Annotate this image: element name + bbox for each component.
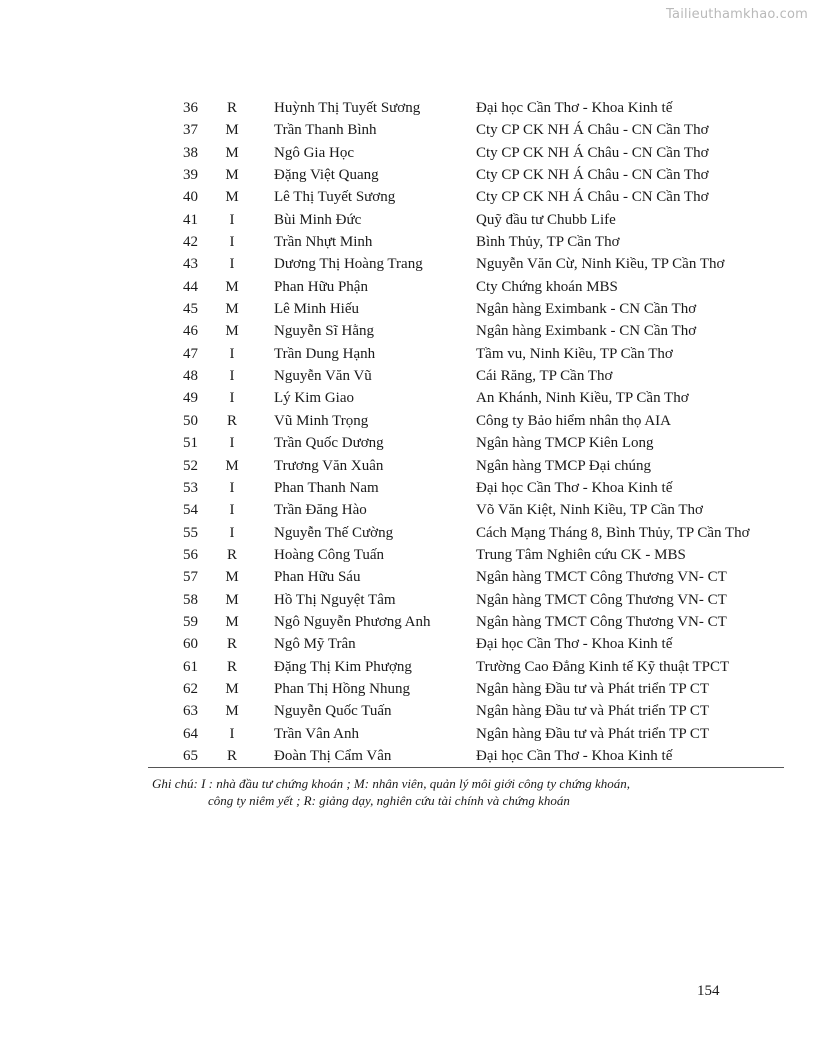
row-number: 53 bbox=[183, 479, 198, 496]
row-organization: Cty Chứng khoán MBS bbox=[476, 278, 618, 295]
table-row bbox=[150, 253, 784, 275]
row-organization: Cty CP CK NH Á Châu - CN Cần Thơ bbox=[476, 122, 709, 139]
row-number: 63 bbox=[183, 703, 198, 720]
row-number: 49 bbox=[183, 390, 198, 407]
row-organization: An Khánh, Ninh Kiều, TP Cần Thơ bbox=[476, 390, 689, 407]
row-category: I bbox=[229, 524, 235, 541]
row-category: M bbox=[225, 301, 239, 318]
row-organization: Cty CP CK NH Á Châu - CN Cần Thơ bbox=[476, 144, 709, 161]
table-row bbox=[150, 298, 784, 320]
table-row bbox=[150, 410, 784, 432]
row-name: Hoàng Công Tuấn bbox=[274, 546, 385, 563]
row-category: I bbox=[229, 502, 235, 519]
row-name: Trần Quốc Dương bbox=[274, 435, 384, 452]
row-name: Lê Minh Hiếu bbox=[274, 301, 359, 318]
row-number: 48 bbox=[183, 368, 198, 385]
row-category: M bbox=[225, 122, 239, 139]
footnote-line-2: công ty niêm yết ; R: giảng dạy, nghiên cứu tài chính và chứng khoán bbox=[208, 793, 570, 808]
row-name: Phan Thị Hồng Nhung bbox=[274, 680, 410, 697]
row-organization: Ngân hàng Đầu tư và Phát triển TP CT bbox=[476, 680, 710, 697]
row-number: 41 bbox=[183, 211, 198, 228]
row-category: I bbox=[229, 211, 235, 228]
table-row bbox=[150, 633, 784, 655]
row-category: I bbox=[229, 390, 235, 407]
row-category: M bbox=[225, 189, 239, 206]
row-category: M bbox=[225, 591, 239, 608]
table-row bbox=[150, 320, 784, 342]
row-name: Đặng Việt Quang bbox=[274, 167, 379, 184]
row-number: 45 bbox=[183, 301, 198, 318]
row-name: Đoàn Thị Cẩm Vân bbox=[274, 747, 392, 764]
row-name: Trần Dung Hạnh bbox=[274, 345, 376, 362]
row-organization: Ngân hàng TMCT Công Thương VN- CT bbox=[476, 591, 727, 608]
row-number: 44 bbox=[183, 278, 198, 295]
row-organization: Công ty Bảo hiểm nhân thọ AIA bbox=[476, 412, 671, 429]
row-category: R bbox=[226, 546, 237, 563]
row-number: 37 bbox=[183, 122, 198, 139]
row-category: I bbox=[229, 368, 235, 385]
row-category: R bbox=[226, 412, 237, 429]
row-name: Ngô Mỹ Trân bbox=[274, 636, 356, 653]
row-organization: Cty CP CK NH Á Châu - CN Cần Thơ bbox=[476, 167, 709, 184]
table-row bbox=[150, 499, 784, 521]
row-category: M bbox=[225, 167, 239, 184]
row-name: Lý Kim Giao bbox=[274, 390, 354, 407]
row-number: 57 bbox=[183, 569, 198, 586]
row-name: Phan Hữu Sáu bbox=[274, 569, 361, 586]
row-number: 43 bbox=[183, 256, 198, 273]
table-row bbox=[150, 164, 784, 186]
table-row bbox=[150, 477, 784, 499]
row-number: 61 bbox=[183, 658, 198, 675]
row-organization: Ngân hàng Eximbank - CN Cần Thơ bbox=[476, 323, 697, 340]
row-name: Ngô Gia Học bbox=[274, 144, 354, 161]
row-number: 62 bbox=[183, 680, 198, 697]
row-number: 64 bbox=[183, 725, 198, 742]
row-category: I bbox=[229, 435, 235, 452]
row-name: Bùi Minh Đức bbox=[274, 211, 362, 228]
row-number: 65 bbox=[183, 747, 198, 764]
row-name: Trần Vân Anh bbox=[274, 725, 360, 742]
row-number: 58 bbox=[183, 591, 198, 608]
row-category: R bbox=[226, 747, 237, 764]
table-row bbox=[150, 343, 784, 365]
table-row bbox=[150, 387, 784, 409]
row-organization: Đại học Cần Thơ - Khoa Kinh tế bbox=[476, 479, 673, 496]
row-organization: Cái Răng, TP Cần Thơ bbox=[476, 368, 613, 385]
table-row bbox=[150, 522, 784, 544]
table-row bbox=[150, 119, 784, 141]
row-number: 60 bbox=[183, 636, 198, 653]
row-organization: Đại học Cần Thơ - Khoa Kinh tế bbox=[476, 747, 673, 764]
row-name: Nguyễn Văn Vũ bbox=[274, 368, 372, 385]
table-row bbox=[150, 276, 784, 298]
row-number: 55 bbox=[183, 524, 198, 541]
row-name: Hồ Thị Nguyệt Tâm bbox=[274, 591, 396, 608]
row-number: 47 bbox=[183, 345, 198, 362]
row-name: Trần Đăng Hào bbox=[274, 502, 367, 519]
row-name: Nguyễn Thế Cường bbox=[274, 524, 394, 541]
footnote bbox=[152, 775, 630, 809]
row-organization: Bình Thủy, TP Cần Thơ bbox=[476, 234, 620, 251]
row-name: Phan Hữu Phận bbox=[274, 278, 368, 295]
row-name: Nguyễn Quốc Tuấn bbox=[274, 703, 392, 720]
row-number: 46 bbox=[183, 323, 198, 340]
table-row bbox=[150, 455, 784, 477]
row-number: 59 bbox=[183, 613, 198, 630]
row-category: M bbox=[225, 144, 239, 161]
table-row bbox=[150, 97, 784, 119]
watermark-text: Tailieuthamkhao.com bbox=[666, 7, 808, 22]
row-organization: Ngân hàng Đầu tư và Phát triển TP CT bbox=[476, 703, 710, 720]
row-category: M bbox=[225, 278, 239, 295]
row-number: 56 bbox=[183, 546, 198, 563]
row-category: I bbox=[229, 234, 235, 251]
row-organization: Tầm vu, Ninh Kiều, TP Cần Thơ bbox=[476, 345, 673, 362]
row-name: Trần Nhựt Minh bbox=[274, 234, 373, 251]
row-organization: Ngân hàng Đầu tư và Phát triển TP CT bbox=[476, 725, 710, 742]
table-row bbox=[150, 231, 784, 253]
table-row bbox=[150, 209, 784, 231]
table-row bbox=[150, 723, 784, 745]
row-number: 40 bbox=[183, 189, 198, 206]
row-number: 42 bbox=[183, 234, 198, 251]
row-name: Dương Thị Hoàng Trang bbox=[274, 256, 423, 273]
row-category: M bbox=[225, 613, 239, 630]
row-name: Phan Thanh Nam bbox=[274, 479, 379, 496]
row-organization: Đại học Cần Thơ - Khoa Kinh tế bbox=[476, 636, 673, 653]
row-name: Nguyễn Sĩ Hằng bbox=[274, 323, 374, 340]
row-name: Đặng Thị Kim Phượng bbox=[274, 658, 412, 675]
row-organization: Ngân hàng TMCT Công Thương VN- CT bbox=[476, 613, 727, 630]
row-category: R bbox=[226, 100, 237, 116]
row-organization: Cách Mạng Tháng 8, Bình Thủy, TP Cần Thơ bbox=[476, 524, 750, 541]
table-row bbox=[150, 566, 784, 588]
row-name: Huỳnh Thị Tuyết Sương bbox=[274, 100, 421, 116]
table-row bbox=[150, 656, 784, 678]
row-category: M bbox=[225, 457, 239, 474]
row-category: I bbox=[229, 256, 235, 273]
table-row bbox=[150, 700, 784, 722]
row-name: Lê Thị Tuyết Sương bbox=[274, 189, 396, 206]
row-organization: Ngân hàng Eximbank - CN Cần Thơ bbox=[476, 301, 697, 318]
footnote-line-1: Ghi chú: I : nhà đầu tư chứng khoán ; M: nhân viên, quản lý môi giới công ty chứng khoán, bbox=[152, 776, 631, 791]
row-name: Vũ Minh Trọng bbox=[274, 412, 369, 429]
table-row bbox=[150, 678, 784, 700]
table-row bbox=[150, 589, 784, 611]
row-number: 54 bbox=[183, 502, 198, 519]
table-row bbox=[150, 186, 784, 208]
row-number: 38 bbox=[183, 144, 198, 161]
table-row bbox=[150, 142, 784, 164]
row-organization: Ngân hàng TMCP Đại chúng bbox=[476, 457, 651, 474]
row-category: I bbox=[229, 725, 235, 742]
row-number: 51 bbox=[183, 435, 198, 452]
row-organization: Ngân hàng TMCT Công Thương VN- CT bbox=[476, 569, 727, 586]
row-category: M bbox=[225, 323, 239, 340]
table-bottom-rule bbox=[148, 767, 784, 768]
table-row bbox=[150, 544, 784, 566]
row-category: M bbox=[225, 680, 239, 697]
row-organization: Cty CP CK NH Á Châu - CN Cần Thơ bbox=[476, 189, 709, 206]
row-organization: Nguyễn Văn Cừ, Ninh Kiều, TP Cần Thơ bbox=[476, 256, 725, 273]
row-organization: Ngân hàng TMCP Kiên Long bbox=[476, 435, 654, 452]
row-number: 52 bbox=[183, 457, 198, 474]
row-name: Trần Thanh Bình bbox=[274, 122, 377, 139]
table-row bbox=[150, 432, 784, 454]
row-number: 50 bbox=[183, 412, 198, 429]
table-row bbox=[150, 611, 784, 633]
row-category: I bbox=[229, 479, 235, 496]
row-number: 39 bbox=[183, 167, 198, 184]
row-category: I bbox=[229, 345, 235, 362]
row-category: R bbox=[226, 636, 237, 653]
row-organization: Trường Cao Đẳng Kinh tế Kỹ thuật TPCT bbox=[476, 658, 730, 675]
table-row bbox=[150, 365, 784, 387]
row-organization: Quỹ đầu tư Chubb Life bbox=[476, 211, 616, 228]
table-row bbox=[150, 745, 784, 767]
row-number: 36 bbox=[183, 100, 198, 116]
row-name: Trương Văn Xuân bbox=[274, 457, 384, 474]
participant-table bbox=[150, 97, 784, 767]
row-organization: Võ Văn Kiệt, Ninh Kiều, TP Cần Thơ bbox=[476, 502, 703, 519]
row-organization: Đại học Cần Thơ - Khoa Kinh tế bbox=[476, 100, 673, 116]
row-name: Ngô Nguyễn Phương Anh bbox=[274, 613, 431, 630]
page-number: 154 bbox=[697, 983, 720, 999]
row-category: M bbox=[225, 569, 239, 586]
row-category: M bbox=[225, 703, 239, 720]
row-organization: Trung Tâm Nghiên cứu CK - MBS bbox=[476, 546, 686, 563]
row-category: R bbox=[226, 658, 237, 675]
